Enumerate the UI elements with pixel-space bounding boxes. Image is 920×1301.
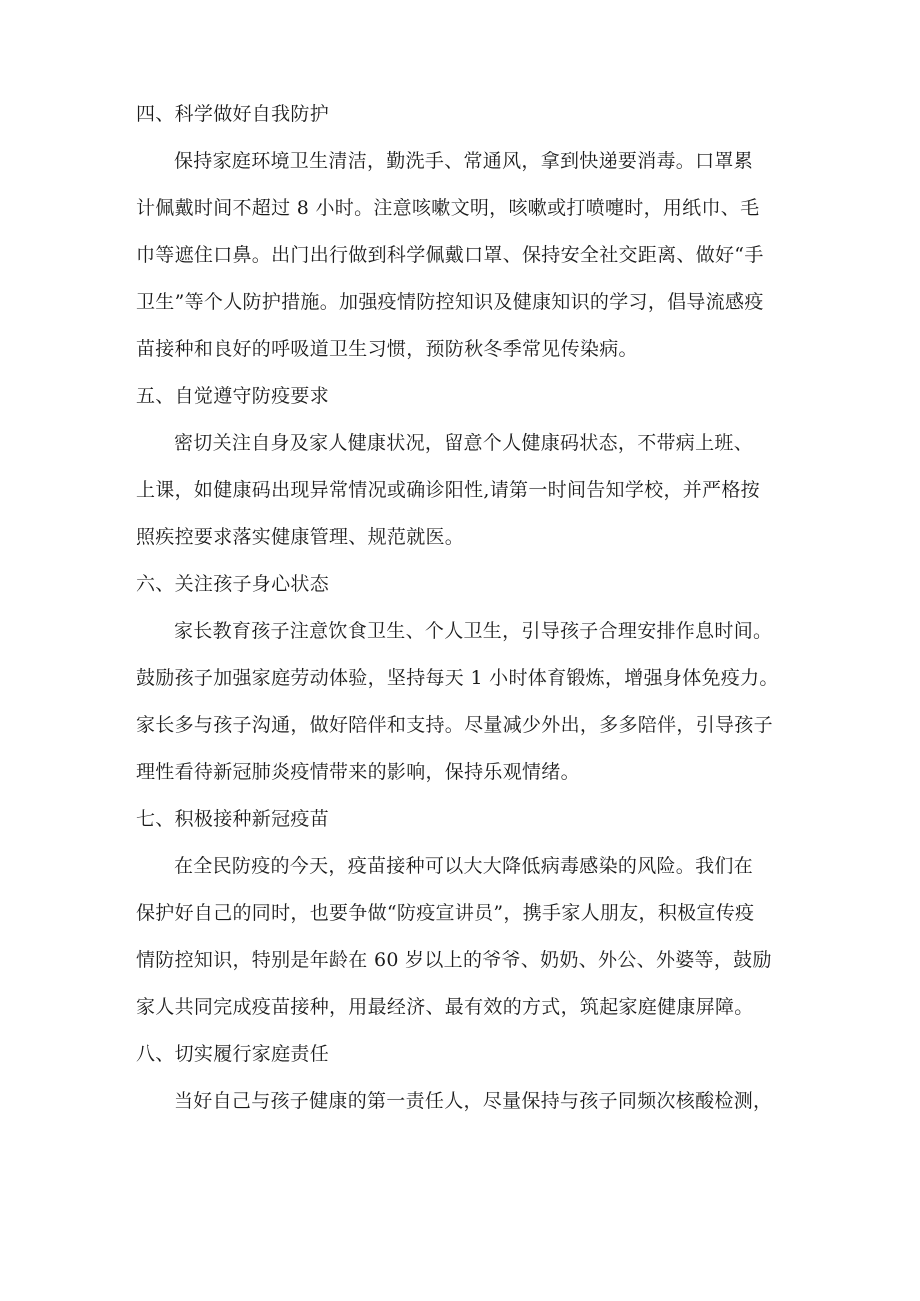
paragraph-line: 巾等遮住口鼻。出门出行做到科学佩戴口罩、保持安全社交距离、做好“手 <box>136 244 764 266</box>
paragraph-line: 照疾控要求落实健康管理、规范就医。 <box>136 526 465 548</box>
section-heading-6: 六、关注孩子身心状态 <box>136 573 330 595</box>
paragraph-line: 鼓励孩子加强家庭劳动体验，坚持每天 1 小时体育锻炼，增强身体免疫力。 <box>136 667 779 689</box>
document-body <box>136 91 796 1125</box>
paragraph-line: 密切关注自身及家人健康状况，留意个人健康码状态，不带病上班、 <box>174 432 754 454</box>
paragraph-line: 苗接种和良好的呼吸道卫生习惯，预防秋冬季常见传染病。 <box>136 338 638 360</box>
paragraph-line: 保护好自己的同时，也要争做“防疫宣讲员”，携手家人朋友，积极宣传疫 <box>136 902 755 924</box>
section-heading-7: 七、积极接种新冠疫苗 <box>136 808 330 830</box>
paragraph-line: 家长教育孩子注意饮食卫生、个人卫生，引导孩子合理安排作息时间。 <box>174 620 773 642</box>
paragraph-line: 理性看待新冠肺炎疫情带来的影响，保持乐观情绪。 <box>136 761 580 783</box>
paragraph-line: 上课，如健康码出现异常情况或确诊阳性,请第一时间告知学校，并严格按 <box>136 479 760 501</box>
section-heading-8: 八、切实履行家庭责任 <box>136 1043 330 1065</box>
section-heading-4: 四、科学做好自我防护 <box>136 103 330 125</box>
paragraph-line: 家长多与孩子沟通，做好陪伴和支持。尽量减少外出，多多陪伴，引导孩子 <box>136 714 773 736</box>
paragraph-line: 卫生”等个人防护措施。加强疫情防控知识及健康知识的学习，倡导流感疫 <box>136 291 764 313</box>
paragraph-line: 保持家庭环境卫生清洁，勤洗手、常通风，拿到快递要消毒。口罩累 <box>174 150 754 172</box>
paragraph-line: 在全民防疫的今天，疫苗接种可以大大降低病毒感染的风险。我们在 <box>174 855 754 877</box>
section-heading-5: 五、自觉遵守防疫要求 <box>136 385 330 407</box>
paragraph-line: 计佩戴时间不超过 8 小时。注意咳嗽文明，咳嗽或打喷嚏时，用纸巾、毛 <box>136 197 760 219</box>
paragraph-line: 当好自己与孩子健康的第一责任人，尽量保持与孩子同频次核酸检测， <box>174 1090 773 1112</box>
paragraph-line: 情防控知识，特别是年龄在 60 岁以上的爷爷、奶奶、外公、外婆等，鼓励 <box>136 949 772 971</box>
paragraph-line: 家人共同完成疫苗接种，用最经济、最有效的方式，筑起家庭健康屏障。 <box>136 996 754 1018</box>
